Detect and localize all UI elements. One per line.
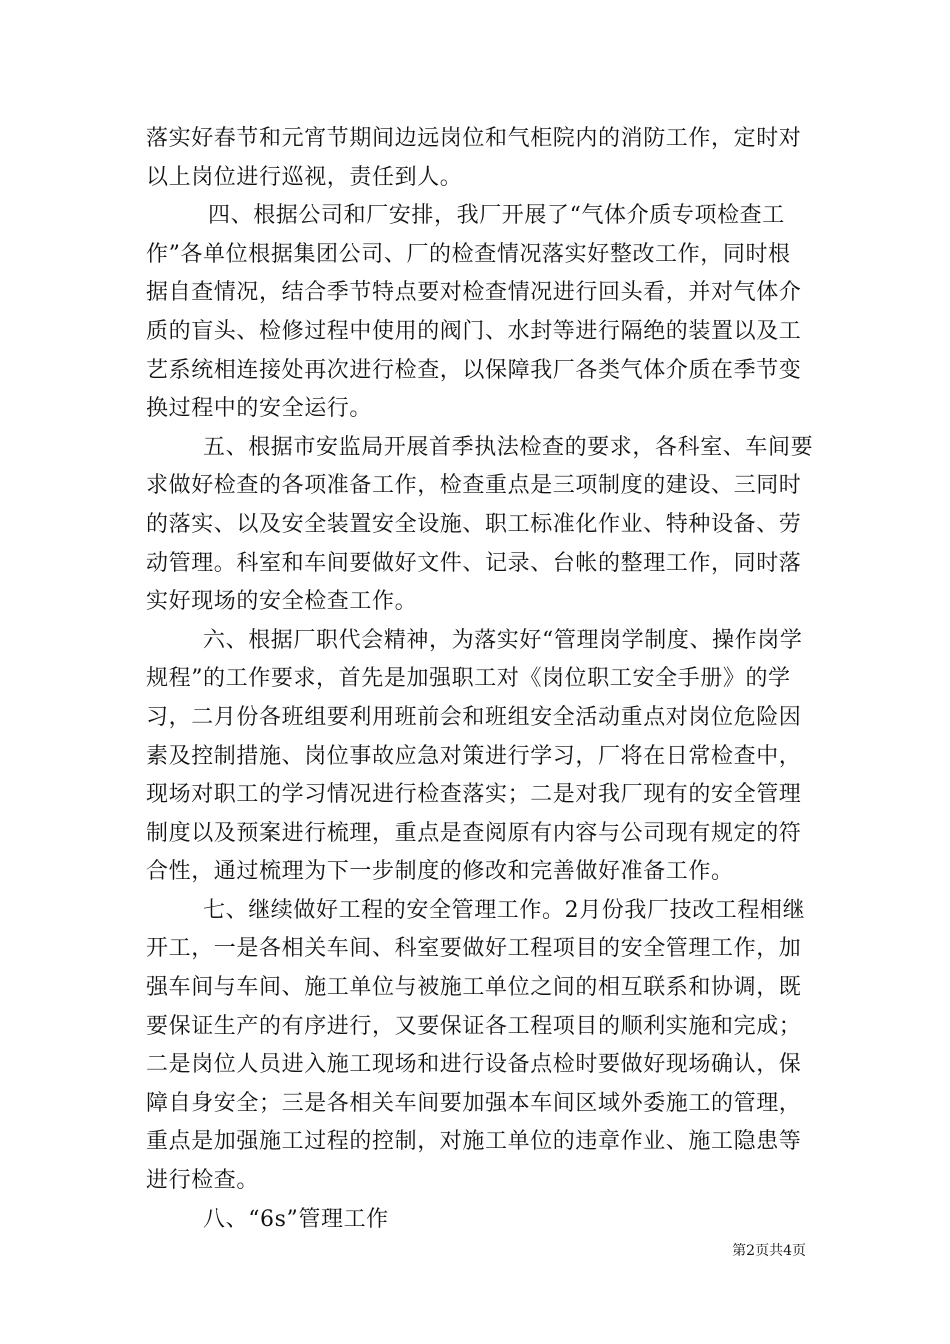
text-line: 质的盲头、检修过程中使用的阀门、水封等进行隔绝的装置以及工 bbox=[146, 318, 802, 344]
text-line: 落实好春节和元宵节期间边远岗位和气柜院内的消防工作，定时对 bbox=[146, 126, 802, 151]
text-line: 要保证生产的有序进行，又要保证各工程项目的顺利实施和完成； bbox=[146, 1013, 802, 1039]
document-body bbox=[146, 120, 814, 1239]
text-line: 以上岗位进行巡视，责任到人。 bbox=[146, 164, 463, 190]
text-line: 动管理。科室和车间要做好文件、记录、台帐的整理工作，同时落 bbox=[146, 550, 802, 576]
text-line: 强车间与车间、施工单位与被施工单位之间的相互联系和协调，既 bbox=[146, 975, 802, 1001]
text-line: 艺系统相连接处再次进行检查，以保障我厂各类气体介质在季节变 bbox=[146, 357, 802, 383]
text-line: 据自查情况，结合季节特点要对检查情况进行回头看，并对气体介 bbox=[146, 280, 802, 306]
text-line: 二是岗位人员进入施工现场和进行设备点检时要做好现场确认，保 bbox=[146, 1052, 802, 1078]
section-four-heading-line: 四、根据公司和厂安排，我厂开展了“气体介质专项检查工 bbox=[208, 203, 785, 229]
text-line: 合性，通过梳理为下一步制度的修改和完善做好准备工作。 bbox=[146, 859, 734, 885]
text-line: 作”各单位根据集团公司、厂的检查情况落实好整改工作，同时根 bbox=[146, 241, 791, 267]
text-line: 求做好检查的各项准备工作，检查重点是三项制度的建设、三同时 bbox=[146, 473, 802, 499]
text-line: 习，二月份各班组要利用班前会和班组安全活动重点对岗位危险因 bbox=[146, 704, 802, 730]
section-eight-heading-line: 八、“6s”管理工作 bbox=[203, 1206, 389, 1232]
text-line: 实好现场的安全检查工作。 bbox=[146, 589, 418, 615]
text-line: 开工，一是各相关车间、科室要做好工程项目的安全管理工作，加 bbox=[146, 936, 802, 962]
text-line: 进行检查。 bbox=[146, 1168, 260, 1194]
text-line: 素及控制措施、岗位事故应急对策进行学习，厂将在日常检查中， bbox=[146, 743, 802, 769]
text-line: 的落实、以及安全装置安全设施、职工标准化作业、特种设备、劳 bbox=[146, 511, 802, 537]
text-line: 重点是加强施工过程的控制，对施工单位的违章作业、施工隐患等 bbox=[146, 1129, 802, 1155]
text-line: 制度以及预案进行梳理，重点是查阅原有内容与公司现有规定的符 bbox=[146, 820, 802, 846]
section-five-heading-line: 五、根据市安监局开展首季执法检查的要求，各科室、车间要 bbox=[203, 434, 814, 460]
text-line: 现场对职工的学习情况进行检查落实；二是对我厂现有的安全管理 bbox=[146, 782, 802, 808]
page-number-footer: 第2页共4页 bbox=[732, 1243, 806, 1259]
text-line: 规程”的工作要求，首先是加强职工对《岗位职工安全手册》的学 bbox=[146, 666, 791, 692]
text-line: 换过程中的安全运行。 bbox=[146, 396, 373, 422]
text-line: 障自身安全；三是各相关车间要加强本车间区域外委施工的管理， bbox=[146, 1090, 802, 1116]
section-six-heading-line: 六、根据厂职代会精神，为落实好“管理岗学制度、操作岗学 bbox=[203, 627, 803, 653]
section-seven-heading-line: 七、继续做好工程的安全管理工作。2月份我厂技改工程相继 bbox=[203, 897, 806, 923]
